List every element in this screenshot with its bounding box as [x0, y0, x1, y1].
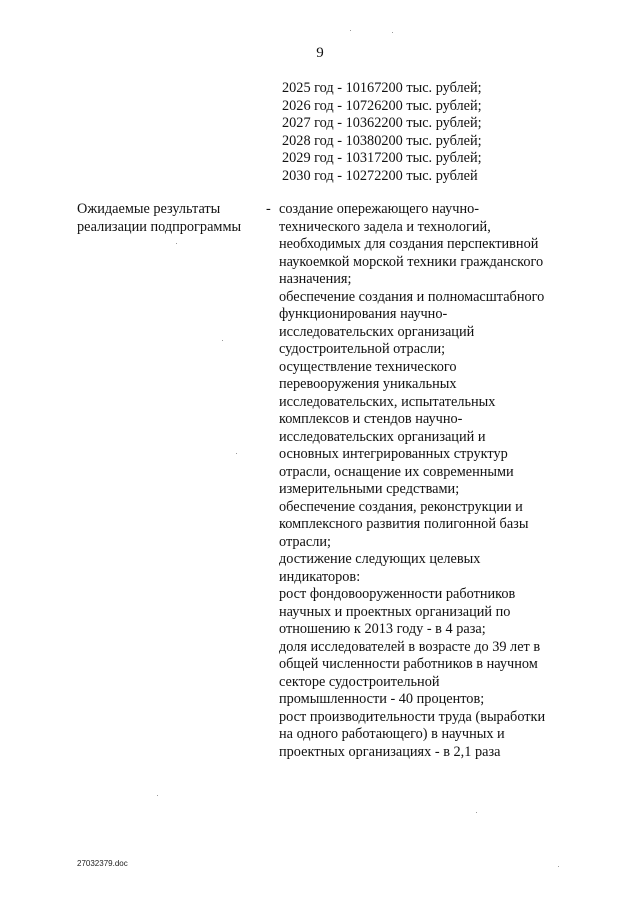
funding-by-year-list: [282, 80, 482, 185]
expected-results-text: [279, 201, 579, 761]
funding-line-2027: 2027 год - 10362200 тыс. рублей;: [282, 115, 482, 131]
results-line: отрасли, оснащение их современными: [279, 463, 514, 480]
label-value-dash: -: [266, 201, 271, 217]
results-line: рост фондовооруженности работников: [279, 586, 516, 602]
expected-results-label-line: реализации подпрограммы: [77, 218, 242, 235]
results-line: судостроительной отрасли;: [279, 341, 446, 357]
results-line: обеспечение создания, реконструкции и: [279, 498, 523, 515]
funding-line-2026: 2026 год - 10726200 тыс. рублей;: [282, 97, 482, 114]
results-line: на одного работающего) в научных и: [279, 726, 505, 742]
scan-speck: [476, 812, 477, 813]
results-line: обеспечение создания и полномасштабного: [279, 288, 545, 305]
expected-results-label-line: Ожидаемые результаты: [77, 201, 221, 217]
results-line: комплексного развития полигонной базы: [279, 516, 529, 532]
scan-speck: [176, 243, 177, 244]
scan-speck: [558, 866, 559, 867]
results-line: осуществление технического: [279, 358, 457, 375]
results-line: рост производительности труда (выработки: [279, 708, 546, 725]
funding-line-2028: 2028 год - 10380200 тыс. рублей;: [282, 132, 482, 149]
results-line: основных интегрированных структур: [279, 446, 508, 462]
page-number: 9: [316, 45, 324, 61]
results-line: исследовательских организаций: [279, 323, 475, 340]
results-line: функционирования научно-: [279, 306, 448, 322]
results-line: общей численности работников в научном: [279, 656, 538, 672]
scan-speck: [157, 795, 158, 796]
results-line: технического задела и технологий,: [279, 218, 491, 235]
results-line: отношению к 2013 году - в 4 раза;: [279, 621, 486, 637]
results-line: необходимых для создания перспективной: [279, 236, 539, 252]
results-line: научных и проектных организаций по: [279, 603, 511, 620]
results-line: секторе судостроительной: [279, 673, 440, 690]
scan-speck: [392, 32, 393, 33]
results-line: назначения;: [279, 271, 352, 287]
results-line: индикаторов:: [279, 568, 361, 585]
scan-speck: [222, 340, 223, 341]
document-code: 27032379.doc: [77, 859, 128, 868]
expected-results-label: [77, 201, 257, 236]
results-line: измерительными средствами;: [279, 481, 460, 497]
funding-line-2029: 2029 год - 10317200 тыс. рублей;: [282, 150, 482, 166]
funding-line-2025: 2025 год - 10167200 тыс. рублей;: [282, 80, 482, 96]
scan-speck: [350, 30, 351, 31]
results-line: отрасли;: [279, 533, 331, 550]
results-line: комплексов и стендов научно-: [279, 411, 463, 427]
results-line: проектных организациях - в 2,1 раза: [279, 743, 501, 760]
results-line: доля исследователей в возрасте до 39 лет в: [279, 638, 541, 655]
results-line: наукоемкой морской техники гражданского: [279, 253, 544, 270]
results-line: промышленности - 40 процентов;: [279, 691, 485, 707]
funding-line-2030: 2030 год - 10272200 тыс. рублей: [282, 167, 478, 184]
results-line: достижение следующих целевых: [279, 551, 481, 567]
results-line: исследовательских, испытательных: [279, 393, 496, 410]
results-line: исследовательских организаций и: [279, 428, 486, 445]
results-line: создание опережающего научно-: [279, 201, 480, 217]
scan-speck: [236, 453, 237, 454]
results-line: перевооружения уникальных: [279, 376, 457, 392]
